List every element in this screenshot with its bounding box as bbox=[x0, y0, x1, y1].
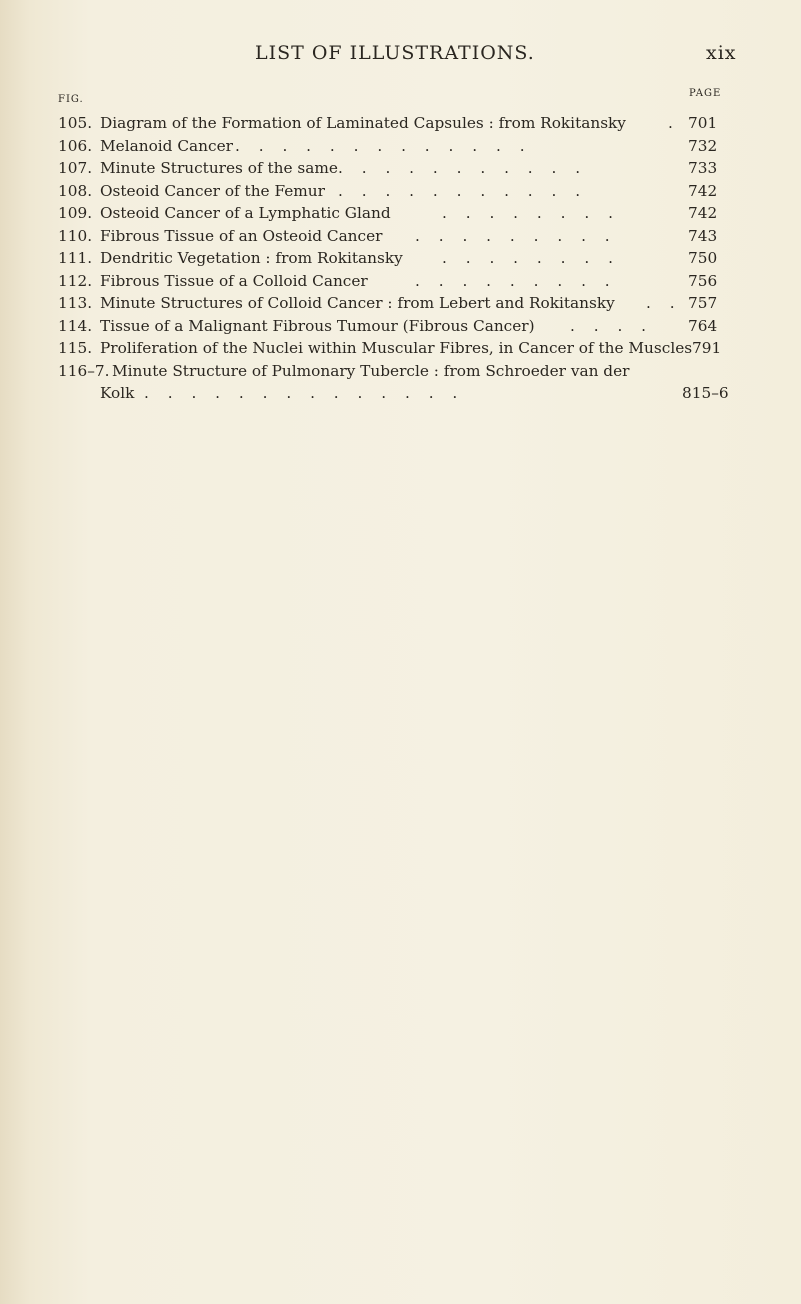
list-item bbox=[0, 225, 801, 248]
page-ref: 732 bbox=[688, 136, 718, 155]
figure-number: 112. bbox=[58, 271, 93, 290]
page-ref: 756 bbox=[688, 271, 718, 290]
list-item bbox=[0, 157, 801, 180]
figure-number: 116–7. bbox=[58, 361, 110, 380]
page-ref: 742 bbox=[688, 181, 718, 200]
figure-title: Osteoid Cancer of a Lymphatic Gland bbox=[100, 204, 391, 222]
figure-number: 111. bbox=[58, 249, 93, 267]
figure-number: 114. bbox=[58, 316, 93, 335]
page-ref: 757 bbox=[688, 294, 718, 312]
figure-title: Fibrous Tissue of an Osteoid Cancer bbox=[100, 226, 383, 245]
figure-title: Fibrous Tissue of a Colloid Cancer bbox=[100, 271, 368, 290]
figure-number: 107. bbox=[58, 159, 93, 177]
column-labels bbox=[0, 88, 801, 108]
dot-leader: . . . . bbox=[570, 316, 654, 335]
dot-leader: . . . . . . . . bbox=[442, 204, 620, 222]
figure-title: Diagram of the Formation of Laminated Capsules : from Rokitansky bbox=[100, 114, 626, 132]
dot-leader: . bbox=[668, 114, 680, 132]
illustrations-list bbox=[0, 112, 801, 405]
dot-leader: . . . . . . . . bbox=[442, 249, 620, 267]
page-number: xix bbox=[706, 42, 737, 64]
running-title: LIST OF ILLUSTRATIONS. bbox=[255, 42, 535, 64]
figure-number: 109. bbox=[58, 204, 93, 222]
list-item bbox=[0, 202, 801, 225]
dot-leader: . . . . . . . . . . . . . . bbox=[144, 384, 465, 402]
figure-title: Minute Structures of the same bbox=[100, 159, 338, 177]
page-ref: 750 bbox=[688, 249, 718, 267]
list-item bbox=[0, 382, 801, 405]
figure-number: 105. bbox=[58, 114, 93, 132]
list-item bbox=[0, 247, 801, 270]
figure-title: Dendritic Vegetation : from Rokitansky bbox=[100, 249, 403, 267]
dot-leader: . . . . . . . . . bbox=[415, 271, 617, 290]
figure-number: 106. bbox=[58, 136, 93, 155]
dot-leader: . . bbox=[646, 294, 682, 312]
page-ref: 733 bbox=[688, 159, 718, 177]
figure-number: 115. bbox=[58, 339, 93, 357]
list-item bbox=[0, 112, 801, 135]
figure-title: Kolk bbox=[100, 384, 135, 402]
page-ref: 701 bbox=[688, 114, 718, 132]
dot-leader: . . . . . . . . . . . bbox=[338, 181, 588, 200]
page-ref: 742 bbox=[688, 204, 718, 222]
figure-title: Tissue of a Malignant Fibrous Tumour (Fibrous Cancer) bbox=[100, 316, 535, 335]
running-head bbox=[0, 40, 801, 70]
figure-title: Proliferation of the Nuclei within Muscular Fibres, in Cancer of the Muscles bbox=[100, 339, 693, 357]
list-item bbox=[0, 292, 801, 315]
list-item bbox=[0, 315, 801, 338]
figure-title: Minute Structures of Colloid Cancer : from Lebert and Rokitansky bbox=[100, 294, 615, 312]
list-item bbox=[0, 360, 801, 383]
dot-leader: . . . . . . . . . bbox=[415, 226, 617, 245]
list-item bbox=[0, 337, 801, 360]
page-ref: 743 bbox=[688, 226, 718, 245]
dot-leader: . . . . . . . . . . . . . bbox=[235, 136, 532, 155]
list-item bbox=[0, 135, 801, 158]
figure-number: 110. bbox=[58, 226, 93, 245]
list-item bbox=[0, 270, 801, 293]
page-ref: 764 bbox=[688, 316, 718, 335]
page-column-label: PAGE bbox=[689, 88, 722, 99]
figure-title: Osteoid Cancer of the Femur bbox=[100, 181, 325, 200]
figure-number: 108. bbox=[58, 181, 93, 200]
page-ref: 815–6 bbox=[682, 384, 729, 402]
dot-leader: . . . . . . . . . . . bbox=[338, 159, 588, 177]
figure-title: Melanoid Cancer bbox=[100, 136, 233, 155]
fig-column-label: FIG. bbox=[58, 94, 84, 105]
figure-title: Minute Structure of Pulmonary Tubercle : from Schroeder van der bbox=[112, 361, 630, 380]
page-ref: 791 bbox=[692, 339, 722, 357]
list-item bbox=[0, 180, 801, 203]
figure-number: 113. bbox=[58, 294, 93, 312]
